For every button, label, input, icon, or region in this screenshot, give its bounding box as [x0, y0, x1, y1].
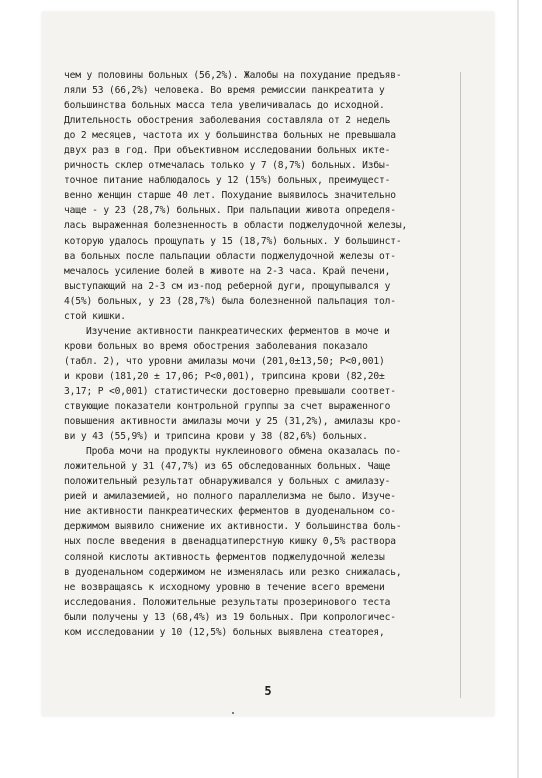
scan-edge-shadow: [517, 0, 519, 778]
text-line: крови больных во время обострения заболевания показало: [64, 340, 368, 352]
text-line: чем у половины больных (56,2%). Жалобы на похудание предъяв-: [64, 70, 402, 81]
text-line: ствующие показатели контрольной группы за счет выраженного: [64, 401, 391, 413]
text-line: ва больных после пальпации области поджелудочной железы от-: [64, 250, 396, 262]
text-line: ние активности панкреатических ферментов в дуоденальном со-: [64, 506, 396, 518]
text-line: Длительность обострения заболевания составляла от 2 недель: [64, 115, 391, 127]
text-line: и крови (181,20 ± 17,06; P<0,001), трипсина крови (82,20±: [64, 370, 385, 382]
text-line: венно женщин старше 40 лет. Похудание выявилось значительно: [64, 190, 396, 202]
text-line: 4(5%) больных, у 23 (28,7%) была болезненной пальпация тол-: [64, 295, 396, 307]
page-number: 5: [264, 684, 272, 698]
text-line: чаще - у 23 (28,7%) больных. При пальпации живота определя-: [64, 205, 396, 217]
paragraph-1: [64, 68, 458, 324]
text-line: двух раз в год. При объективном исследовании больных иктe-: [64, 145, 391, 157]
text-line: повышения активности амилазы мочи у 25 (31,2%), амилазы кро-: [64, 416, 402, 428]
text-line: выступающий на 2-3 см из-под реберной дуги, прощупывался у: [64, 280, 391, 292]
right-margin-line: [460, 72, 461, 698]
text-line: до 2 месяцев, частота их у большинства больных не превышала: [64, 130, 396, 142]
scan-speck: [232, 712, 234, 714]
text-line: которую удалось прощупать у 15 (18,7%) больных. У большинст-: [64, 235, 402, 247]
text-line: ви у 43 (55,9%) и трипсина крови у 38 (82,6%) больных.: [64, 431, 368, 443]
text-line: большинства больных масса тела увеличивалась до исходной.: [64, 100, 385, 112]
text-line: ных после введения в двенадцатиперстную кишку 0,5% раствора: [64, 536, 396, 548]
text-line: Изучение активности панкреатических ферментов в моче и: [86, 325, 390, 337]
text-line: Проба мочи на продукты нуклеинового обмена оказалась по-: [86, 446, 402, 458]
text-line: 3,17; P <0,001) статистически достоверно превышали соответ-: [64, 385, 396, 397]
text-line: ком исследовании у 10 (12,5%) больных выявлена стеаторея,: [64, 626, 385, 638]
text-line: исследования. Положительные результаты прозеринового теста: [64, 596, 391, 608]
document-page: [42, 12, 494, 716]
text-line: держимом выявило снижение их активности. У большинства боль-: [64, 521, 402, 533]
text-line: ложительной у 31 (47,7%) из 65 обследованных больных. Чаще: [64, 461, 391, 473]
text-line: не возвращаясь к исходному уровню в течение всего времени: [64, 581, 385, 593]
paragraph-3: [64, 444, 458, 640]
body-text: [64, 68, 458, 640]
text-line: рией и амилаземией, но полного параллелизма не было. Изуче-: [64, 491, 396, 503]
text-line: соляной кислоты активность ферментов поджелудочной железы: [64, 551, 385, 563]
text-line: в дуоденальном содержимом не изменялась или резко снижалась,: [64, 566, 402, 578]
text-line: были получены у 13 (68,4%) из 19 больных. При копрологичес-: [64, 611, 396, 623]
text-line: (табл. 2), что уровни амилазы мочи (201,0±13,50; P<0,001): [64, 355, 385, 367]
text-line: ричность склер отмечалась только у 7 (8,7%) больных. Избы-: [64, 160, 391, 172]
text-line: ляли 53 (66,2%) человека. Во время ремиссии панкреатита у: [64, 85, 385, 97]
text-line: мечалось усиление болей в животе на 2-3 часа. Край печени,: [64, 265, 391, 277]
text-line: стой кишки.: [64, 310, 126, 322]
text-line: лась выраженная болезненность в области поджелудочной железы,: [64, 220, 408, 232]
text-line: точное питание наблюдалось у 12 (15%) больных, преимущест-: [64, 175, 391, 187]
text-line: положительный результат обнаруживался у больных с амилазу-: [64, 476, 391, 488]
paragraph-2: [64, 324, 458, 444]
